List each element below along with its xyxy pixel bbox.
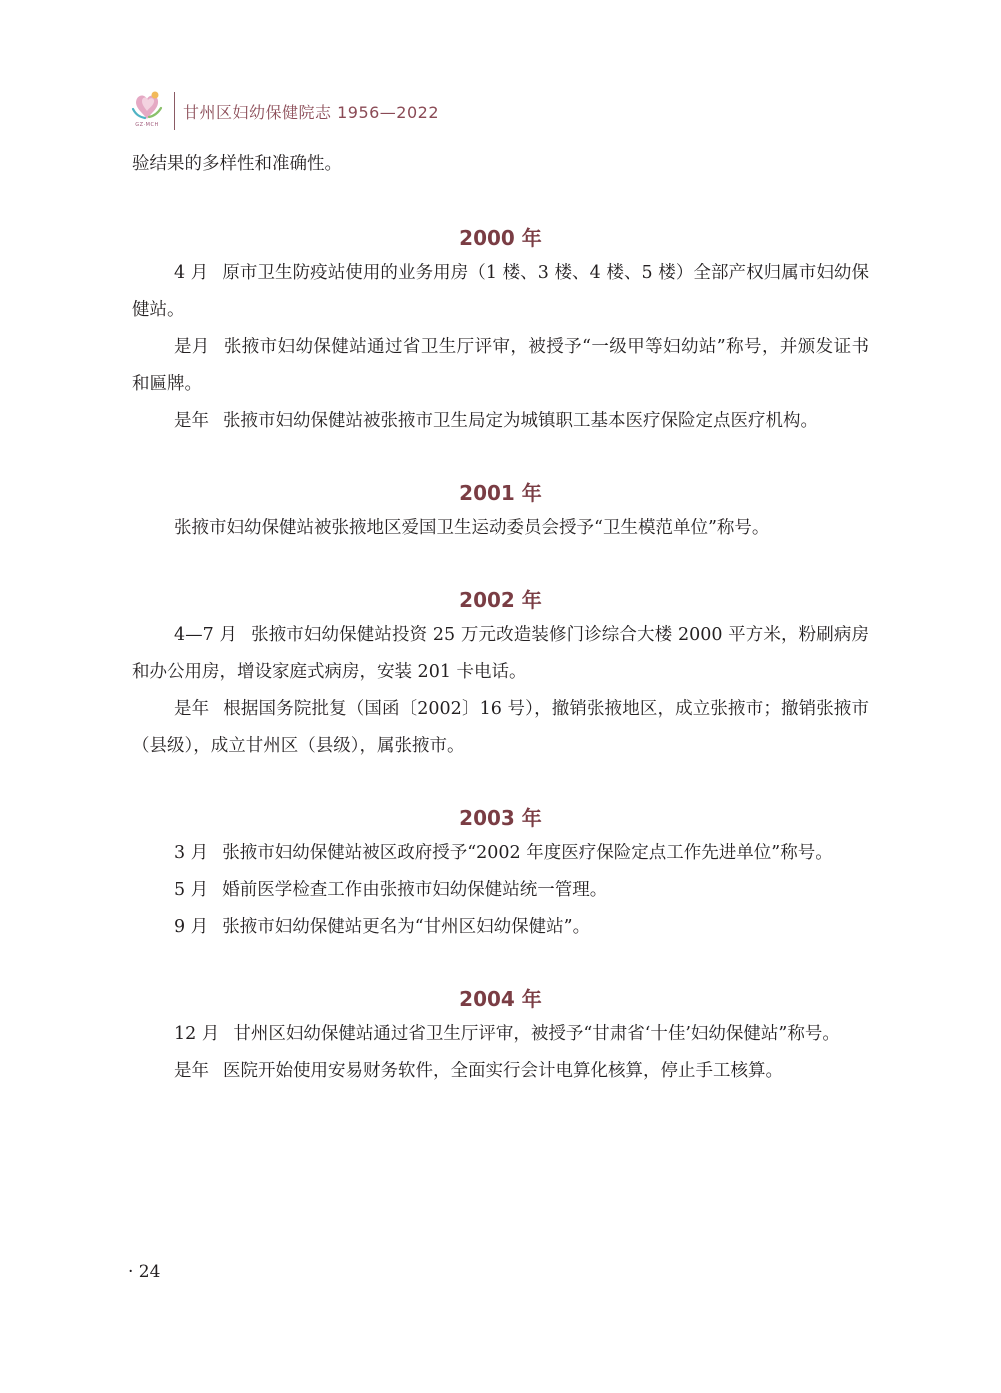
year-heading-2004: 2004 年 (459, 987, 542, 1011)
entry-date: 4 月 (174, 263, 209, 283)
entry-text: 张掖市妇幼保健站被张掖地区爱国卫生运动委员会授予“卫生模范单位”称号。 (174, 518, 770, 538)
entry-2004-2 (132, 1053, 869, 1090)
entry-text: 婚前医学检查工作由张掖市妇幼保健站统一管理。 (222, 880, 608, 900)
page-number: · 24 (128, 1262, 161, 1282)
year-heading-2001: 2001 年 (459, 481, 542, 505)
entry-2004-1 (132, 1016, 869, 1053)
entry-text: 医院开始使用安易财务软件，全面实行会计电算化核算，停止手工核算。 (223, 1061, 783, 1081)
running-header-title: 甘州区妇幼保健院志 1956—2022 (183, 102, 440, 122)
intro-paragraph: 验结果的多样性和准确性。 (132, 154, 342, 174)
header-divider (174, 92, 175, 130)
entry-date: 9 月 (174, 917, 209, 937)
year-heading-2003: 2003 年 (459, 806, 542, 830)
entry-date: 是月 (174, 337, 210, 357)
entry-2002-1 (132, 617, 869, 691)
page-header (128, 88, 439, 134)
entry-date: 是年 (174, 1061, 209, 1081)
entry-2003-2 (132, 872, 869, 909)
entry-text: 张掖市妇幼保健站通过省卫生厅评审，被授予“一级甲等妇幼站”称号，并颁发证书和匾牌。 (132, 337, 870, 394)
entry-text: 张掖市妇幼保健站投资 25 万元改造装修门诊综合大楼 2000 平方米，粉刷病房和办公用房，增设家庭式病房，安装 201 卡电话。 (132, 625, 869, 682)
entry-date: 12 月 (174, 1024, 220, 1044)
entry-2002-2 (132, 691, 869, 765)
entry-2000-1 (132, 255, 869, 329)
entry-2001-1 (132, 510, 869, 547)
entry-text: 原市卫生防疫站使用的业务用房（1 楼、3 楼、4 楼、5 楼）全部产权归属市妇幼保健站。 (132, 263, 869, 320)
entry-2000-3 (132, 403, 869, 440)
entry-date: 是年 (174, 411, 209, 431)
entry-date: 是年 (174, 699, 210, 719)
entry-date: 5 月 (174, 880, 209, 900)
logo-text: GZ·MCH (135, 122, 159, 128)
entry-2000-2 (132, 329, 869, 403)
entry-text: 张掖市妇幼保健站更名为“甘州区妇幼保健站”。 (222, 917, 591, 937)
entry-text: 根据国务院批复（国函〔2002〕16 号），撤销张掖地区，成立张掖市；撤销张掖市（县级），成立甘州区（县级），属张掖市。 (132, 699, 869, 756)
entry-date: 4—7 月 (174, 625, 238, 645)
year-heading-2000: 2000 年 (459, 226, 542, 250)
entry-2003-1 (132, 835, 869, 872)
entry-2003-3 (132, 909, 869, 946)
entry-text: 甘州区妇幼保健站通过省卫生厅评审，被授予“甘肃省‘十佳’妇幼保健站”称号。 (233, 1024, 840, 1044)
entry-text: 张掖市妇幼保健站被张掖市卫生局定为城镇职工基本医疗保险定点医疗机构。 (223, 411, 818, 431)
page-body (132, 146, 869, 1090)
year-heading-2002: 2002 年 (459, 588, 542, 612)
entry-text: 张掖市妇幼保健站被区政府授予“2002 年度医疗保险定点工作先进单位”称号。 (222, 843, 833, 863)
hospital-logo (128, 89, 166, 133)
entry-date: 3 月 (174, 843, 209, 863)
